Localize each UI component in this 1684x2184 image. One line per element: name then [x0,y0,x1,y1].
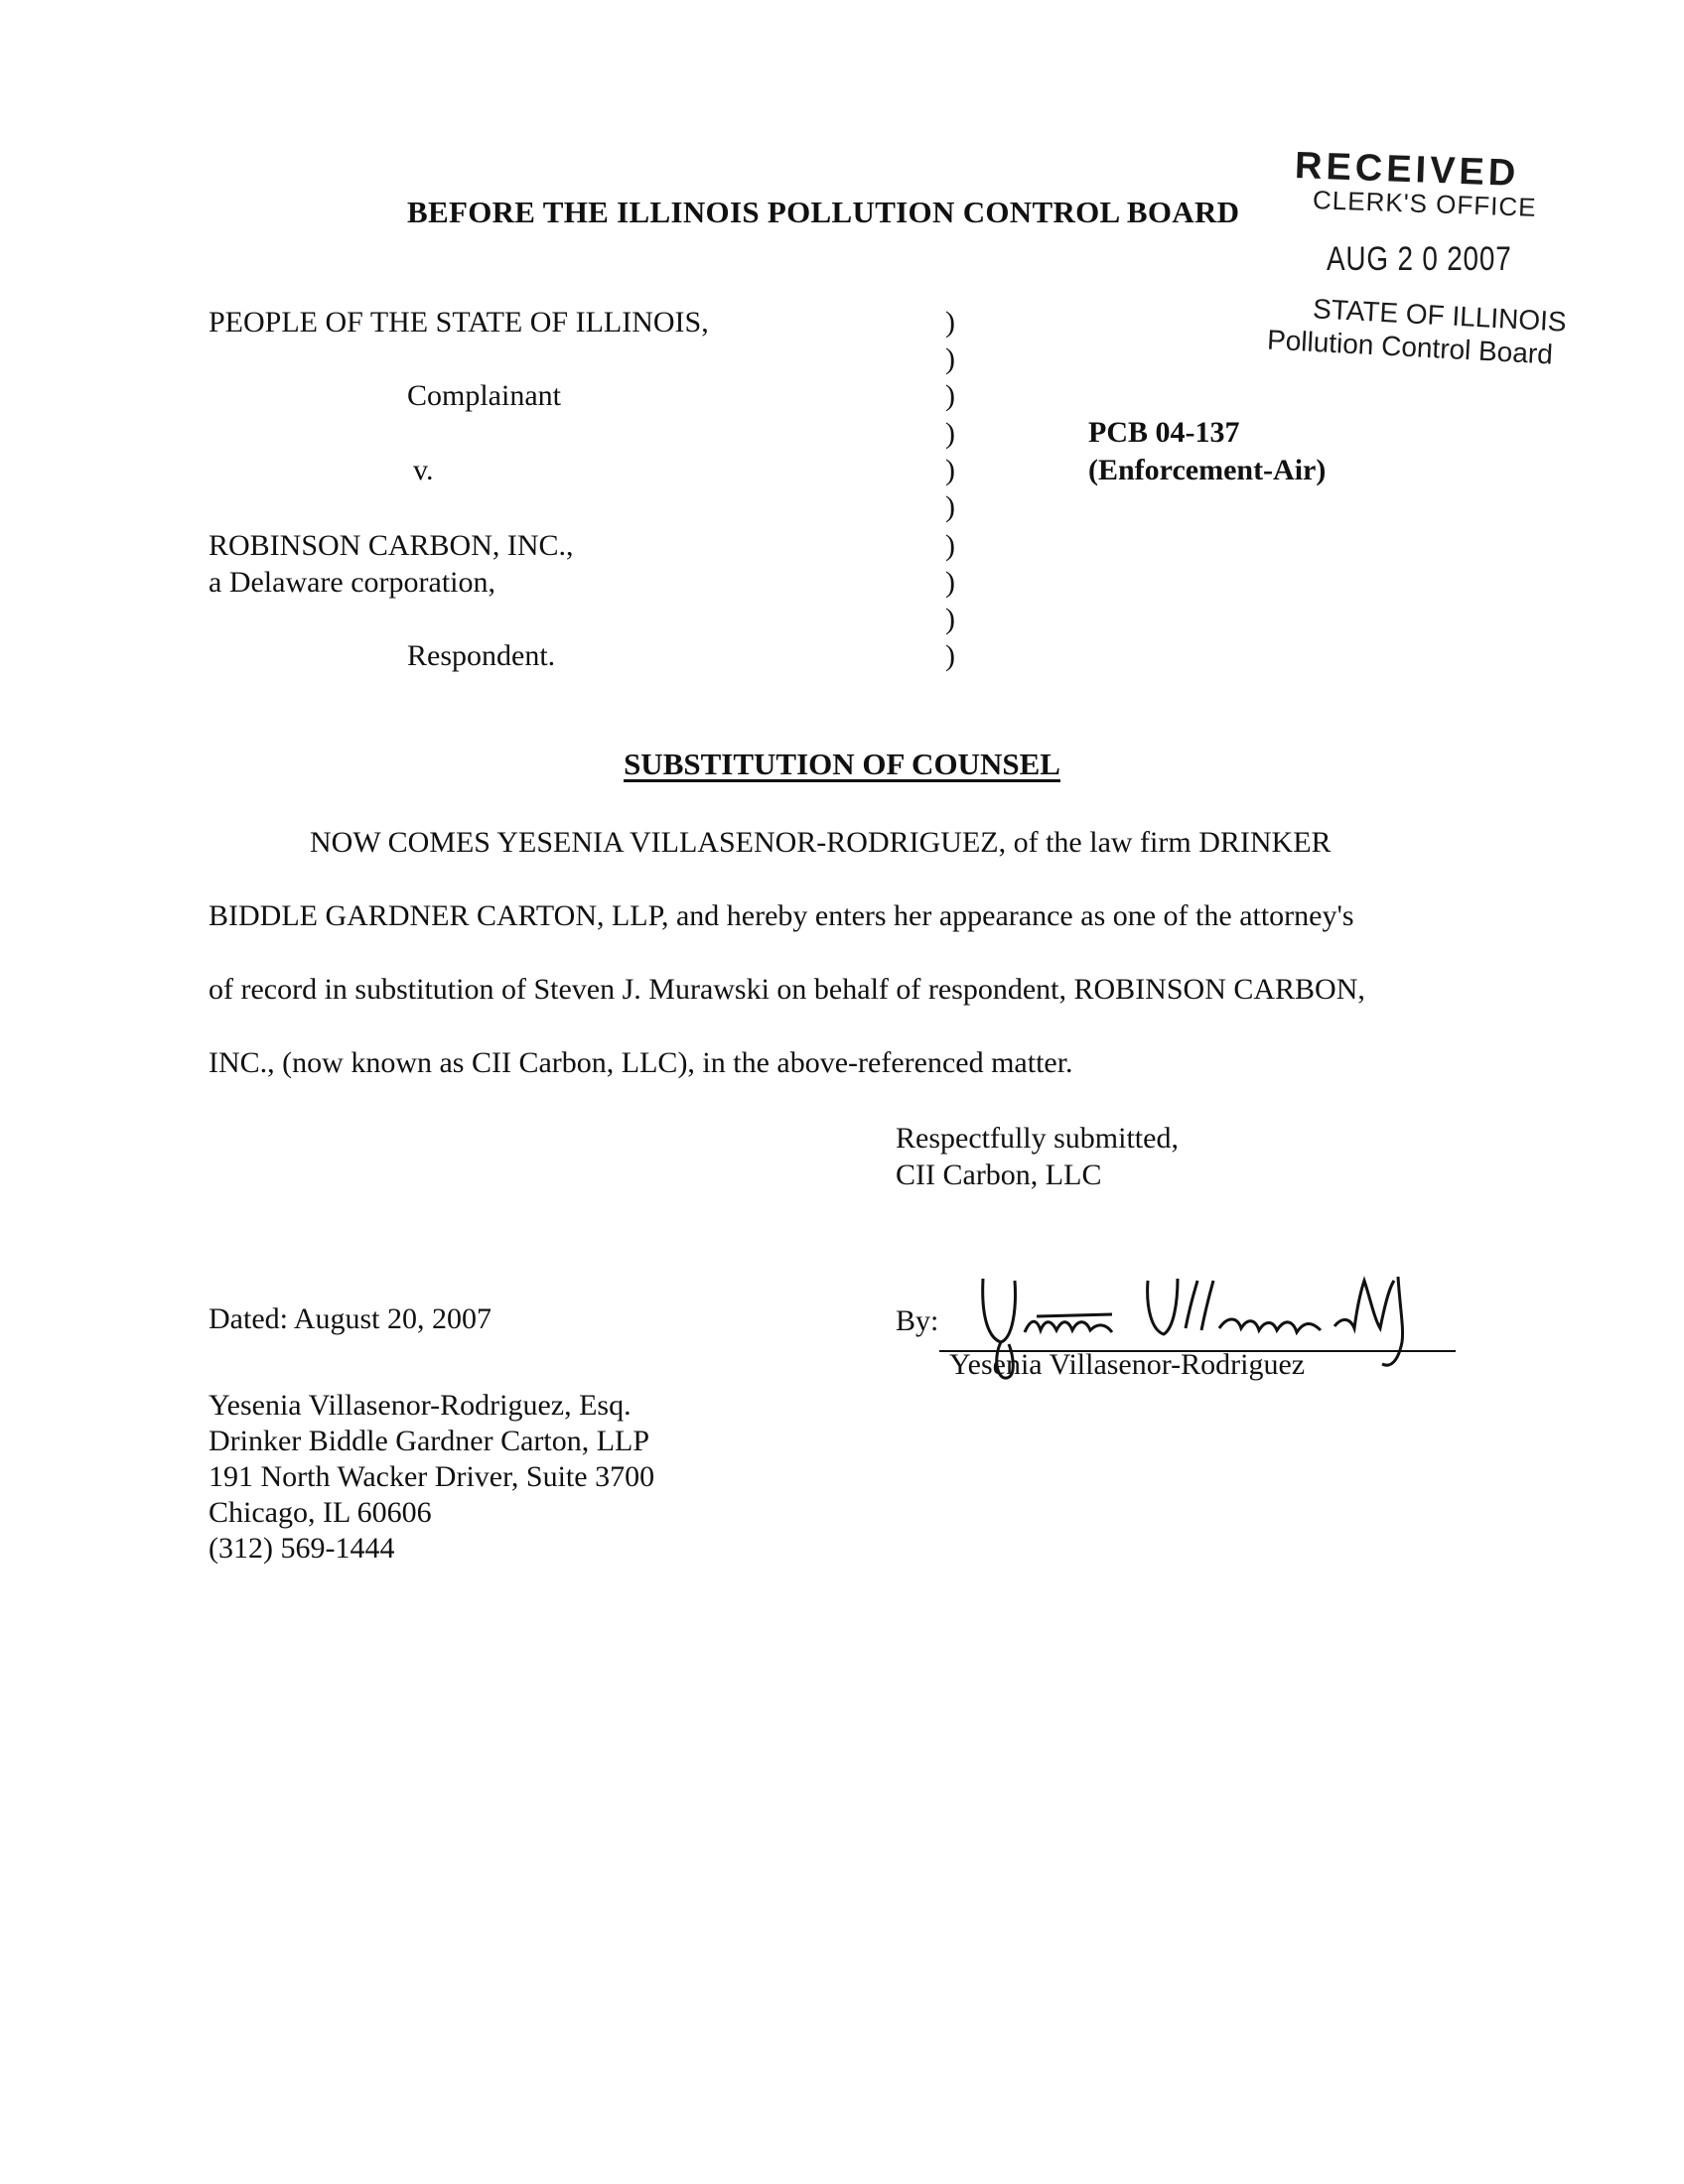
body-line: of record in substitution of Steven J. Murawski on behalf of respondent, ROBINSON CARBON, [209,973,1365,1006]
body-line: BIDDLE GARDNER CARTON, LLP, and hereby enters her appearance as one of the attorney's [209,899,1354,932]
complainant-name: PEOPLE OF THE STATE OF ILLINOIS, [209,306,709,339]
party-name: CII Carbon, LLC [896,1159,1102,1191]
caption-paren: ) [945,417,955,450]
caption-paren: ) [945,342,955,375]
stamp-board: Pollution Control Board [1266,324,1554,370]
stamp-date: AUG 2 0 2007 [1327,240,1512,278]
received-stamp [1261,145,1589,377]
caption-paren: ) [945,490,955,523]
address-phone: (312) 569-1444 [209,1532,395,1565]
case-type: (Enforcement-Air) [1088,454,1327,486]
caption-paren: ) [945,529,955,562]
by-label: By: [896,1304,939,1337]
respectfully-submitted: Respectfully submitted, [896,1122,1179,1155]
stamp-clerks-office: CLERK'S OFFICE [1312,185,1538,222]
versus: v. [413,454,434,486]
respondent-name: ROBINSON CARBON, INC., [209,529,574,562]
stamp-state: STATE OF ILLINOIS [1312,293,1568,338]
body-line: NOW COMES YESENIA VILLASENOR-RODRIGUEZ, of the law firm DRINKER [310,826,1332,859]
address-street: 191 North Wacker Driver, Suite 3700 [209,1460,655,1493]
stamp-received: RECEIVED [1294,145,1520,195]
caption-paren: ) [945,379,955,412]
caption-paren: ) [945,566,955,599]
address-city: Chicago, IL 60606 [209,1496,432,1529]
complainant-role: Complainant [407,379,561,412]
document-heading: SUBSTITUTION OF COUNSEL [624,747,1060,781]
address-name: Yesenia Villasenor-Rodriguez, Esq. [209,1389,632,1422]
body-line: INC., (now known as CII Carbon, LLC), in the above-referenced matter. [209,1046,1073,1079]
case-number: PCB 04-137 [1088,416,1240,449]
caption-paren: ) [945,306,955,339]
caption-paren: ) [945,454,955,486]
respondent-description: a Delaware corporation, [209,566,496,599]
respondent-role: Respondent. [407,639,556,672]
signer-name: Yesenia Villasenor-Rodriguez [949,1348,1306,1381]
board-title: BEFORE THE ILLINOIS POLLUTION CONTROL BOARD [407,195,1240,229]
caption-paren: ) [945,639,955,672]
caption-paren: ) [945,603,955,635]
address-firm: Drinker Biddle Gardner Carton, LLP [209,1425,650,1457]
dated-line: Dated: August 20, 2007 [209,1302,491,1335]
